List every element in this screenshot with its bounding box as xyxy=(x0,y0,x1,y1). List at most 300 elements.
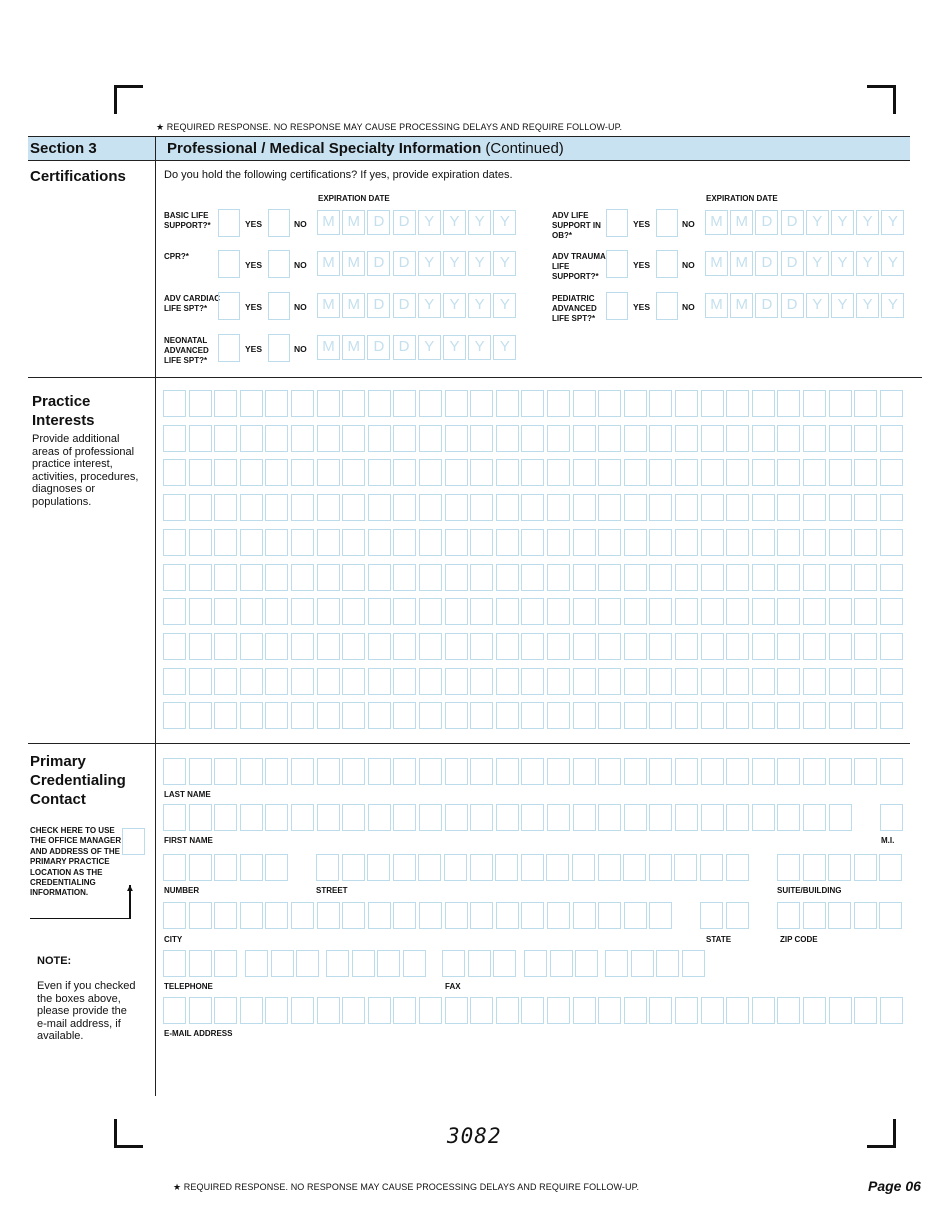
city-cell[interactable] xyxy=(649,902,672,929)
practice-interest-cell[interactable] xyxy=(214,425,237,452)
cert-date-digit-box[interactable]: M xyxy=(705,293,728,318)
practice-interest-cell[interactable] xyxy=(291,598,314,625)
street-cell[interactable] xyxy=(418,854,441,881)
practice-interest-cell[interactable] xyxy=(470,529,493,556)
practice-interest-cell[interactable] xyxy=(214,529,237,556)
practice-interest-cell[interactable] xyxy=(573,668,596,695)
practice-interest-cell[interactable] xyxy=(240,633,263,660)
zip-cell[interactable] xyxy=(777,902,800,929)
cert-date-digit-box[interactable]: Y xyxy=(468,335,491,360)
practice-interest-cell[interactable] xyxy=(368,633,391,660)
cert-date-digit-box[interactable]: Y xyxy=(881,251,904,276)
practice-interest-cell[interactable] xyxy=(573,529,596,556)
cert-date-digit-box[interactable]: Y xyxy=(806,293,829,318)
practice-interest-cell[interactable] xyxy=(880,633,903,660)
practice-interest-cell[interactable] xyxy=(726,668,749,695)
practice-interest-cell[interactable] xyxy=(880,668,903,695)
first-name-cell[interactable] xyxy=(598,804,621,831)
cert-date-digit-box[interactable]: M xyxy=(730,210,753,235)
last-name-cell[interactable] xyxy=(496,758,519,785)
cert-date-digit-box[interactable]: D xyxy=(367,251,390,276)
practice-interest-cell[interactable] xyxy=(240,529,263,556)
city-cell[interactable] xyxy=(189,902,212,929)
practice-interest-cell[interactable] xyxy=(317,494,340,521)
cert-date-digit-box[interactable]: M xyxy=(342,251,365,276)
practice-interest-cell[interactable] xyxy=(265,668,288,695)
practice-interest-cell[interactable] xyxy=(419,529,442,556)
cert-date-digit-box[interactable]: M xyxy=(342,335,365,360)
practice-interest-cell[interactable] xyxy=(701,425,724,452)
email-cell[interactable] xyxy=(317,997,340,1024)
practice-interest-cell[interactable] xyxy=(265,459,288,486)
cert-date-digit-box[interactable]: M xyxy=(730,251,753,276)
practice-interest-cell[interactable] xyxy=(470,459,493,486)
city-cell[interactable] xyxy=(368,902,391,929)
city-cell[interactable] xyxy=(317,902,340,929)
last-name-cell[interactable] xyxy=(829,758,852,785)
city-cell[interactable] xyxy=(419,902,442,929)
cert-date-digit-box[interactable]: D xyxy=(781,210,804,235)
practice-interest-cell[interactable] xyxy=(573,598,596,625)
first-name-cell[interactable] xyxy=(393,804,416,831)
email-cell[interactable] xyxy=(598,997,621,1024)
practice-interest-cell[interactable] xyxy=(547,390,570,417)
practice-interest-cell[interactable] xyxy=(291,494,314,521)
practice-interest-cell[interactable] xyxy=(675,529,698,556)
cert-no-checkbox[interactable] xyxy=(268,209,290,237)
practice-interest-cell[interactable] xyxy=(342,425,365,452)
practice-interest-cell[interactable] xyxy=(419,598,442,625)
practice-interest-cell[interactable] xyxy=(675,702,698,729)
cert-date-digit-box[interactable]: Y xyxy=(493,293,516,318)
last-name-cell[interactable] xyxy=(163,758,186,785)
city-cell[interactable] xyxy=(265,902,288,929)
city-cell[interactable] xyxy=(214,902,237,929)
practice-interest-cell[interactable] xyxy=(470,598,493,625)
last-name-cell[interactable] xyxy=(189,758,212,785)
cert-date-digit-box[interactable]: Y xyxy=(881,293,904,318)
practice-interest-cell[interactable] xyxy=(675,668,698,695)
cert-date-digit-box[interactable]: Y xyxy=(443,335,466,360)
practice-interest-cell[interactable] xyxy=(291,425,314,452)
cert-date-digit-box[interactable]: Y xyxy=(418,293,441,318)
last-name-cell[interactable] xyxy=(803,758,826,785)
practice-interest-cell[interactable] xyxy=(419,633,442,660)
fax-digit-cell[interactable] xyxy=(550,950,573,977)
practice-interest-cell[interactable] xyxy=(317,390,340,417)
practice-interest-cell[interactable] xyxy=(675,390,698,417)
practice-interest-cell[interactable] xyxy=(368,390,391,417)
practice-interest-cell[interactable] xyxy=(803,598,826,625)
practice-interest-cell[interactable] xyxy=(726,390,749,417)
practice-interest-cell[interactable] xyxy=(777,633,800,660)
practice-interest-cell[interactable] xyxy=(829,494,852,521)
cert-no-checkbox[interactable] xyxy=(656,292,678,320)
practice-interest-cell[interactable] xyxy=(470,633,493,660)
practice-interest-cell[interactable] xyxy=(189,702,212,729)
practice-interest-cell[interactable] xyxy=(368,598,391,625)
practice-interest-cell[interactable] xyxy=(240,564,263,591)
practice-interest-cell[interactable] xyxy=(470,564,493,591)
email-cell[interactable] xyxy=(240,997,263,1024)
practice-interest-cell[interactable] xyxy=(752,633,775,660)
email-cell[interactable] xyxy=(496,997,519,1024)
practice-interest-cell[interactable] xyxy=(163,564,186,591)
telephone-digit-cell[interactable] xyxy=(245,950,268,977)
practice-interest-cell[interactable] xyxy=(419,425,442,452)
practice-interest-cell[interactable] xyxy=(624,598,647,625)
telephone-digit-cell[interactable] xyxy=(296,950,319,977)
first-name-cell[interactable] xyxy=(240,804,263,831)
cert-yes-checkbox[interactable] xyxy=(606,292,628,320)
practice-interest-cell[interactable] xyxy=(752,564,775,591)
last-name-cell[interactable] xyxy=(419,758,442,785)
practice-interest-cell[interactable] xyxy=(368,668,391,695)
practice-interest-cell[interactable] xyxy=(726,633,749,660)
practice-interest-cell[interactable] xyxy=(342,598,365,625)
cert-date-digit-box[interactable]: D xyxy=(393,293,416,318)
practice-interest-cell[interactable] xyxy=(342,529,365,556)
cert-date-digit-box[interactable]: M xyxy=(342,210,365,235)
first-name-cell[interactable] xyxy=(701,804,724,831)
cert-date-digit-box[interactable]: D xyxy=(367,335,390,360)
practice-interest-cell[interactable] xyxy=(701,633,724,660)
practice-interest-cell[interactable] xyxy=(624,529,647,556)
practice-interest-cell[interactable] xyxy=(291,529,314,556)
street-cell[interactable] xyxy=(572,854,595,881)
practice-interest-cell[interactable] xyxy=(547,633,570,660)
practice-interest-cell[interactable] xyxy=(368,425,391,452)
last-name-cell[interactable] xyxy=(291,758,314,785)
practice-interest-cell[interactable] xyxy=(317,459,340,486)
practice-interest-cell[interactable] xyxy=(265,598,288,625)
practice-interest-cell[interactable] xyxy=(598,564,621,591)
cert-date-digit-box[interactable]: D xyxy=(755,293,778,318)
first-name-cell[interactable] xyxy=(803,804,826,831)
first-name-cell[interactable] xyxy=(547,804,570,831)
suite-cell[interactable] xyxy=(879,854,902,881)
street-cell[interactable] xyxy=(546,854,569,881)
cert-date-digit-box[interactable]: D xyxy=(393,210,416,235)
practice-interest-cell[interactable] xyxy=(675,598,698,625)
fax-digit-cell[interactable] xyxy=(682,950,705,977)
practice-interest-cell[interactable] xyxy=(675,564,698,591)
practice-interest-cell[interactable] xyxy=(265,633,288,660)
city-cell[interactable] xyxy=(598,902,621,929)
practice-interest-cell[interactable] xyxy=(521,633,544,660)
email-cell[interactable] xyxy=(880,997,903,1024)
cert-date-digit-box[interactable]: Y xyxy=(468,251,491,276)
cert-no-checkbox[interactable] xyxy=(268,292,290,320)
practice-interest-cell[interactable] xyxy=(240,668,263,695)
practice-interest-cell[interactable] xyxy=(496,564,519,591)
practice-interest-cell[interactable] xyxy=(445,459,468,486)
practice-interest-cell[interactable] xyxy=(752,390,775,417)
first-name-cell[interactable] xyxy=(419,804,442,831)
practice-interest-cell[interactable] xyxy=(317,702,340,729)
practice-interest-cell[interactable] xyxy=(829,564,852,591)
cert-date-digit-box[interactable]: Y xyxy=(418,251,441,276)
practice-interest-cell[interactable] xyxy=(189,529,212,556)
practice-interest-cell[interactable] xyxy=(547,425,570,452)
practice-interest-cell[interactable] xyxy=(598,633,621,660)
practice-interest-cell[interactable] xyxy=(521,564,544,591)
practice-interest-cell[interactable] xyxy=(496,459,519,486)
practice-interest-cell[interactable] xyxy=(598,425,621,452)
practice-interest-cell[interactable] xyxy=(573,633,596,660)
practice-interest-cell[interactable] xyxy=(393,633,416,660)
email-cell[interactable] xyxy=(445,997,468,1024)
practice-interest-cell[interactable] xyxy=(624,564,647,591)
street-cell[interactable] xyxy=(367,854,390,881)
practice-interest-cell[interactable] xyxy=(854,494,877,521)
cert-yes-checkbox[interactable] xyxy=(606,250,628,278)
cert-date-digit-box[interactable]: Y xyxy=(856,293,879,318)
practice-interest-cell[interactable] xyxy=(419,459,442,486)
practice-interest-cell[interactable] xyxy=(649,702,672,729)
state-cell[interactable] xyxy=(700,902,723,929)
cert-date-digit-box[interactable]: Y xyxy=(493,335,516,360)
practice-interest-cell[interactable] xyxy=(445,702,468,729)
practice-interest-cell[interactable] xyxy=(701,668,724,695)
practice-interest-cell[interactable] xyxy=(880,702,903,729)
fax-digit-cell[interactable] xyxy=(605,950,628,977)
practice-interest-cell[interactable] xyxy=(573,702,596,729)
fax-digit-cell[interactable] xyxy=(656,950,679,977)
city-cell[interactable] xyxy=(445,902,468,929)
practice-interest-cell[interactable] xyxy=(521,702,544,729)
email-cell[interactable] xyxy=(393,997,416,1024)
practice-interest-cell[interactable] xyxy=(368,529,391,556)
practice-interest-cell[interactable] xyxy=(701,702,724,729)
practice-interest-cell[interactable] xyxy=(598,390,621,417)
cert-no-checkbox[interactable] xyxy=(656,209,678,237)
practice-interest-cell[interactable] xyxy=(573,459,596,486)
practice-interest-cell[interactable] xyxy=(393,668,416,695)
practice-interest-cell[interactable] xyxy=(752,529,775,556)
cert-date-digit-box[interactable]: D xyxy=(781,293,804,318)
email-cell[interactable] xyxy=(803,997,826,1024)
practice-interest-cell[interactable] xyxy=(547,564,570,591)
practice-interest-cell[interactable] xyxy=(701,459,724,486)
telephone-digit-cell[interactable] xyxy=(163,950,186,977)
suite-cell[interactable] xyxy=(777,854,800,881)
practice-interest-cell[interactable] xyxy=(163,425,186,452)
first-name-cell[interactable] xyxy=(777,804,800,831)
practice-interest-cell[interactable] xyxy=(547,459,570,486)
practice-interest-cell[interactable] xyxy=(317,564,340,591)
first-name-cell[interactable] xyxy=(521,804,544,831)
practice-interest-cell[interactable] xyxy=(573,494,596,521)
practice-interest-cell[interactable] xyxy=(265,390,288,417)
fax-digit-cell[interactable] xyxy=(575,950,598,977)
email-cell[interactable] xyxy=(675,997,698,1024)
telephone-digit-cell[interactable] xyxy=(326,950,349,977)
last-name-cell[interactable] xyxy=(752,758,775,785)
cert-no-checkbox[interactable] xyxy=(656,250,678,278)
cert-no-checkbox[interactable] xyxy=(268,334,290,362)
practice-interest-cell[interactable] xyxy=(163,668,186,695)
practice-interest-cell[interactable] xyxy=(803,702,826,729)
cert-yes-checkbox[interactable] xyxy=(218,292,240,320)
practice-interest-cell[interactable] xyxy=(880,459,903,486)
cert-date-digit-box[interactable]: D xyxy=(367,210,390,235)
practice-interest-cell[interactable] xyxy=(214,702,237,729)
practice-interest-cell[interactable] xyxy=(317,598,340,625)
street-cell[interactable] xyxy=(726,854,749,881)
cert-date-digit-box[interactable]: Y xyxy=(831,210,854,235)
practice-interest-cell[interactable] xyxy=(521,598,544,625)
practice-interest-cell[interactable] xyxy=(214,390,237,417)
email-cell[interactable] xyxy=(163,997,186,1024)
cert-date-digit-box[interactable]: Y xyxy=(493,210,516,235)
last-name-cell[interactable] xyxy=(649,758,672,785)
cert-date-digit-box[interactable]: M xyxy=(317,293,340,318)
practice-interest-cell[interactable] xyxy=(240,702,263,729)
practice-interest-cell[interactable] xyxy=(189,425,212,452)
first-name-cell[interactable] xyxy=(573,804,596,831)
practice-interest-cell[interactable] xyxy=(649,459,672,486)
practice-interest-cell[interactable] xyxy=(854,390,877,417)
practice-interest-cell[interactable] xyxy=(829,529,852,556)
practice-interest-cell[interactable] xyxy=(701,598,724,625)
practice-interest-cell[interactable] xyxy=(752,702,775,729)
practice-interest-cell[interactable] xyxy=(726,425,749,452)
practice-interest-cell[interactable] xyxy=(803,668,826,695)
practice-interest-cell[interactable] xyxy=(189,598,212,625)
practice-interest-cell[interactable] xyxy=(649,390,672,417)
practice-interest-cell[interactable] xyxy=(803,494,826,521)
suite-cell[interactable] xyxy=(803,854,826,881)
practice-interest-cell[interactable] xyxy=(880,529,903,556)
practice-interest-cell[interactable] xyxy=(521,529,544,556)
practice-interest-cell[interactable] xyxy=(752,494,775,521)
practice-interest-cell[interactable] xyxy=(547,668,570,695)
practice-interest-cell[interactable] xyxy=(265,425,288,452)
last-name-cell[interactable] xyxy=(265,758,288,785)
street-cell[interactable] xyxy=(623,854,646,881)
street-number-cell[interactable] xyxy=(189,854,212,881)
practice-interest-cell[interactable] xyxy=(445,633,468,660)
telephone-digit-cell[interactable] xyxy=(189,950,212,977)
practice-interest-cell[interactable] xyxy=(419,702,442,729)
practice-interest-cell[interactable] xyxy=(189,564,212,591)
cert-date-digit-box[interactable]: M xyxy=(317,335,340,360)
cert-date-digit-box[interactable]: Y xyxy=(443,293,466,318)
practice-interest-cell[interactable] xyxy=(547,702,570,729)
email-cell[interactable] xyxy=(701,997,724,1024)
cert-date-digit-box[interactable]: Y xyxy=(443,210,466,235)
practice-interest-cell[interactable] xyxy=(214,494,237,521)
cert-date-digit-box[interactable]: D xyxy=(393,335,416,360)
practice-interest-cell[interactable] xyxy=(393,702,416,729)
practice-interest-cell[interactable] xyxy=(624,633,647,660)
practice-interest-cell[interactable] xyxy=(189,668,212,695)
email-cell[interactable] xyxy=(214,997,237,1024)
cert-yes-checkbox[interactable] xyxy=(218,334,240,362)
practice-interest-cell[interactable] xyxy=(752,668,775,695)
practice-interest-cell[interactable] xyxy=(265,564,288,591)
practice-interest-cell[interactable] xyxy=(393,598,416,625)
email-cell[interactable] xyxy=(854,997,877,1024)
practice-interest-cell[interactable] xyxy=(854,459,877,486)
cert-date-digit-box[interactable]: Y xyxy=(881,210,904,235)
street-cell[interactable] xyxy=(598,854,621,881)
first-name-cell[interactable] xyxy=(291,804,314,831)
practice-interest-cell[interactable] xyxy=(701,529,724,556)
practice-interest-cell[interactable] xyxy=(598,668,621,695)
practice-interest-cell[interactable] xyxy=(829,459,852,486)
practice-interest-cell[interactable] xyxy=(598,494,621,521)
email-cell[interactable] xyxy=(342,997,365,1024)
email-cell[interactable] xyxy=(752,997,775,1024)
first-name-cell[interactable] xyxy=(752,804,775,831)
practice-interest-cell[interactable] xyxy=(317,633,340,660)
practice-interest-cell[interactable] xyxy=(854,668,877,695)
practice-interest-cell[interactable] xyxy=(649,668,672,695)
practice-interest-cell[interactable] xyxy=(803,459,826,486)
practice-interest-cell[interactable] xyxy=(701,494,724,521)
practice-interest-cell[interactable] xyxy=(829,702,852,729)
practice-interest-cell[interactable] xyxy=(265,494,288,521)
email-cell[interactable] xyxy=(726,997,749,1024)
practice-interest-cell[interactable] xyxy=(829,598,852,625)
practice-interest-cell[interactable] xyxy=(854,633,877,660)
practice-interest-cell[interactable] xyxy=(726,702,749,729)
practice-interest-cell[interactable] xyxy=(496,425,519,452)
practice-interest-cell[interactable] xyxy=(445,598,468,625)
city-cell[interactable] xyxy=(624,902,647,929)
first-name-cell[interactable] xyxy=(675,804,698,831)
practice-interest-cell[interactable] xyxy=(419,390,442,417)
first-name-cell[interactable] xyxy=(317,804,340,831)
practice-interest-cell[interactable] xyxy=(342,668,365,695)
zip-cell[interactable] xyxy=(879,902,902,929)
practice-interest-cell[interactable] xyxy=(496,668,519,695)
practice-interest-cell[interactable] xyxy=(701,390,724,417)
street-cell[interactable] xyxy=(393,854,416,881)
practice-interest-cell[interactable] xyxy=(649,425,672,452)
practice-interest-cell[interactable] xyxy=(854,564,877,591)
practice-interest-cell[interactable] xyxy=(803,564,826,591)
practice-interest-cell[interactable] xyxy=(777,702,800,729)
practice-interest-cell[interactable] xyxy=(777,668,800,695)
last-name-cell[interactable] xyxy=(393,758,416,785)
first-name-cell[interactable] xyxy=(496,804,519,831)
last-name-cell[interactable] xyxy=(573,758,596,785)
practice-interest-cell[interactable] xyxy=(521,494,544,521)
practice-interest-cell[interactable] xyxy=(726,459,749,486)
first-name-cell[interactable] xyxy=(265,804,288,831)
practice-interest-cell[interactable] xyxy=(393,564,416,591)
practice-interest-cell[interactable] xyxy=(368,564,391,591)
last-name-cell[interactable] xyxy=(317,758,340,785)
city-cell[interactable] xyxy=(496,902,519,929)
email-cell[interactable] xyxy=(291,997,314,1024)
practice-interest-cell[interactable] xyxy=(777,494,800,521)
practice-interest-cell[interactable] xyxy=(291,633,314,660)
last-name-cell[interactable] xyxy=(701,758,724,785)
practice-interest-cell[interactable] xyxy=(470,668,493,695)
practice-interest-cell[interactable] xyxy=(342,702,365,729)
cert-date-digit-box[interactable]: Y xyxy=(831,251,854,276)
practice-interest-cell[interactable] xyxy=(803,390,826,417)
practice-interest-cell[interactable] xyxy=(291,459,314,486)
email-cell[interactable] xyxy=(777,997,800,1024)
first-name-cell[interactable] xyxy=(470,804,493,831)
street-cell[interactable] xyxy=(470,854,493,881)
fax-digit-cell[interactable] xyxy=(468,950,491,977)
